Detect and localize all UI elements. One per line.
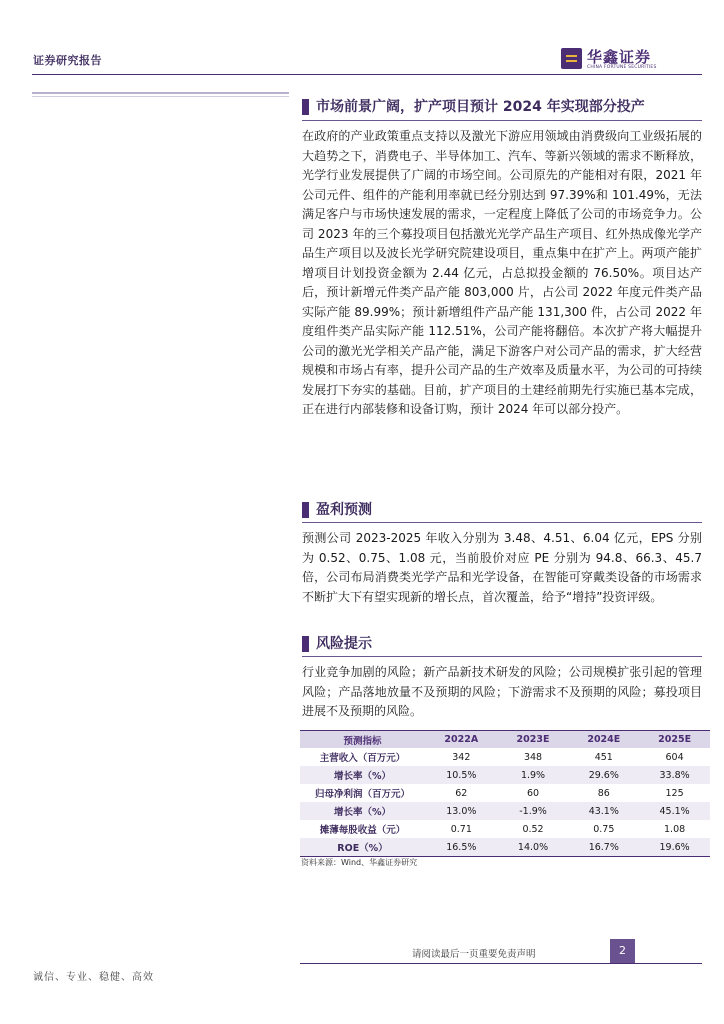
- report-type-label: 证券研究报告: [33, 54, 102, 67]
- disclaimer-note: 请阅读最后一页重要免责声明: [412, 949, 536, 960]
- table-cell: 16.5%: [425, 838, 498, 857]
- logo-name-en: CHINA FORTUNE SECURITIES: [587, 65, 657, 70]
- table-cell: 60: [526, 787, 540, 799]
- table-cell: 0.52: [522, 823, 544, 835]
- row-label: ROE（%）: [300, 838, 425, 857]
- company-logo: [561, 45, 701, 73]
- column-header: 2022A: [425, 731, 498, 749]
- column-header: 预测指标: [300, 731, 425, 749]
- table-cell: 0.75: [593, 823, 615, 835]
- section-profit-forecast: [302, 500, 702, 607]
- table-cell: 45.1%: [639, 802, 710, 820]
- table-cell: 62: [455, 787, 468, 799]
- table-cell: -1.9%: [498, 802, 569, 820]
- section-marker: [302, 636, 309, 652]
- table-cell: 348: [523, 751, 543, 763]
- section-market-outlook: [302, 97, 702, 420]
- table-header-row: [300, 731, 710, 749]
- section-body: 预测公司 2023-2025 年收入分别为 3.48、4.51、6.04 亿元，EPS 分别为 0.52、0.75、1.08 元，当前股价对应 PE 分别为 94.8、66.3、45.7 倍，公司布局消费类光学产品和光学设备，在智能可穿戴类设备的市场需求不断扩大下有望实现新的增长点，首次覆盖，给予“增持”投资评级。: [302, 531, 702, 604]
- table-source-note: 资料来源：Wind、华鑫证券研究: [301, 858, 418, 867]
- table-cell: 16.7%: [568, 838, 639, 857]
- table-cell: 125: [665, 787, 684, 799]
- table-cell: 29.6%: [568, 766, 639, 784]
- section-marker: [302, 99, 309, 115]
- section-underline: [302, 656, 702, 657]
- column-header: 2024E: [568, 731, 639, 749]
- logo-icon: [561, 48, 582, 69]
- table-row: [300, 820, 710, 838]
- row-label: 摊薄每股收益（元）: [319, 825, 406, 836]
- page-number: 2: [610, 939, 635, 963]
- table-cell: 43.1%: [568, 802, 639, 820]
- section-body: 在政府的产业政策重点支持以及激光下游应用领域由消费级向工业级拓展的大趋势之下，消费电子、半导体加工、汽车、等新兴领域的需求不断释放，光学行业发展提供了广阔的市场空间。公司原先的产能相对有限，2021 年公司元件、组件的产能利用率就已经分别达到 97.39%和 101.49%，无法满足客户与市场快速发展的需求，一定程度上降低了公司的市场竞争力。公司 2023 年的三个募投项目包括激光光学产品生产项目、红外热成像光学产品生产项目以及波长光学研究院建设项目，重点集中在扩产上。两项产能扩增项目计划投资金额为 2.44 亿元，占总拟投金额的 76.50%。项目达产后，预计新增元件类产品产能 803,000 片，占公司 2022 年度元件类产品实际产能 89.99%；预计新增组件产品产能 131,300 件，占公司 2022 年度组件类产品实际产能 112.51%，公司产能将翻倍。本次扩产将大幅提升公司的激光光学相关产品产能，满足下游客户对公司产品的需求，扩大经营规模和市场占有率，提升公司产品的生产效率及质量水平，为公司的可持续发展打下夯实的基础。目前，扩产项目的土建经前期先行实施已基本完成，正在进行内部装修和设备订购，预计 2024 年可以部分投产。: [302, 129, 702, 416]
- row-label: 增长率（%）: [300, 802, 425, 820]
- logo-name-cn: 华鑫证券: [587, 48, 652, 66]
- table-row: [300, 766, 710, 784]
- footer-divider: [300, 963, 702, 964]
- section-underline: [302, 120, 702, 121]
- column-header: 2025E: [639, 731, 710, 749]
- table-row: [300, 748, 710, 766]
- row-label: 归母净利润（百万元）: [314, 789, 410, 800]
- table-cell: 14.0%: [498, 838, 569, 857]
- table-cell: 13.0%: [425, 802, 498, 820]
- table-cell: 1.9%: [498, 766, 569, 784]
- table-cell: 451: [594, 751, 613, 763]
- table-row: [300, 784, 710, 802]
- table-cell: 604: [665, 751, 684, 763]
- table-row: [300, 838, 710, 857]
- table-cell: 342: [452, 751, 471, 763]
- forecast-table: [300, 730, 710, 857]
- sidebar-rule: [32, 92, 289, 94]
- table-row: [300, 802, 710, 820]
- table-cell: 1.08: [664, 823, 686, 835]
- column-header: 2023E: [498, 731, 569, 749]
- row-label: 增长率（%）: [300, 766, 425, 784]
- table-cell: 10.5%: [425, 766, 498, 784]
- section-marker: [302, 502, 309, 518]
- sidebar-rule-thin: [32, 96, 289, 97]
- header-divider: [32, 74, 702, 75]
- section-title: 风险提示: [316, 636, 372, 652]
- section-title: 盈利预测: [316, 502, 372, 518]
- table-cell: 19.6%: [639, 838, 710, 857]
- section-underline: [302, 522, 702, 523]
- table-cell: 0.71: [450, 823, 472, 835]
- section-risk-warning: [302, 634, 702, 722]
- table-cell: 86: [597, 787, 610, 799]
- row-label: 主营收入（百万元）: [319, 753, 406, 764]
- section-title: 市场前景广阔，扩产项目预计 2024 年实现部分投产: [316, 99, 645, 115]
- company-motto: 诚信、专业、稳健、高效: [33, 972, 154, 983]
- table-cell: 33.8%: [639, 766, 710, 784]
- section-body: 行业竞争加剧的风险；新产品新技术研发的风险；公司规模扩张引起的管理风险；产品落地放量不及预期的风险；下游需求不及预期的风险；募投项目进展不及预期的风险。: [302, 665, 702, 718]
